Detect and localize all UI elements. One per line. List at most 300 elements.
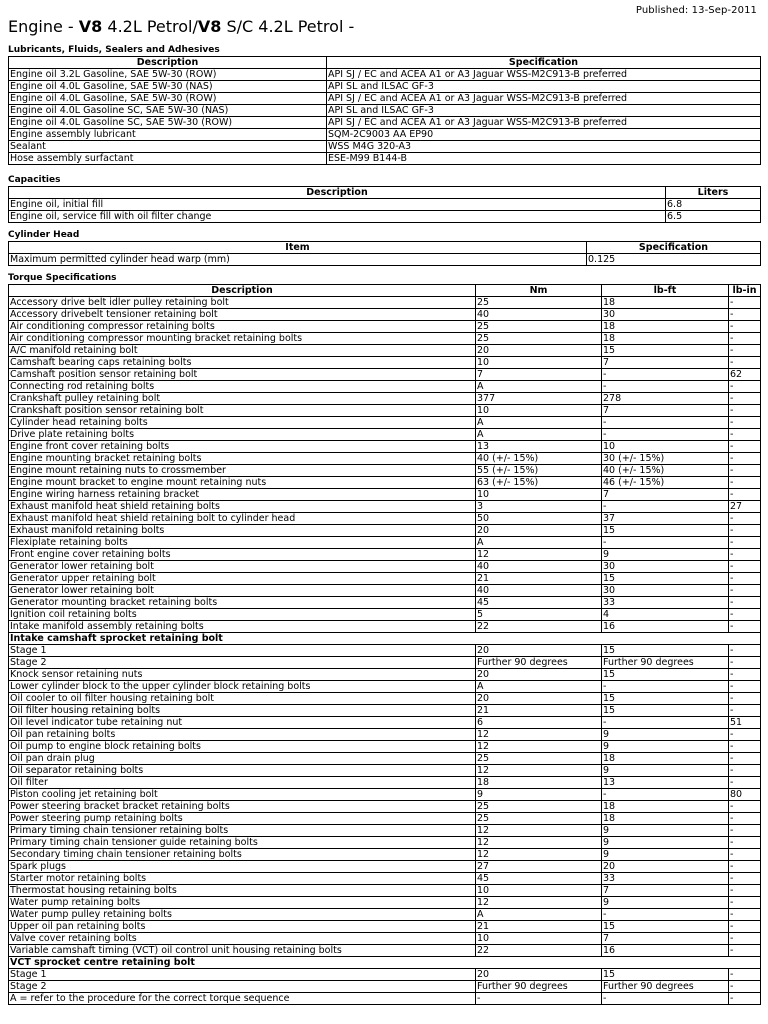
torque-cell-description: Power steering bracket bracket retaining bolts	[9, 801, 476, 813]
torque-row	[9, 789, 761, 801]
torque-cell-lbin: 51	[729, 717, 761, 729]
lubricants-row	[9, 81, 761, 93]
torque-cell-nm: 12	[476, 741, 602, 753]
lubricants-row	[9, 93, 761, 105]
torque-cell-nm: 22	[476, 621, 602, 633]
torque-cell-description: Oil pump to engine block retaining bolts	[9, 741, 476, 753]
torque-cell-lbft: 15	[602, 669, 729, 681]
torque-cell-lbin: -	[729, 297, 761, 309]
torque-cell-description: Oil level indicator tube retaining nut	[9, 717, 476, 729]
capacities-cell-description: Engine oil, service fill with oil filter change	[9, 211, 666, 223]
torque-cell-description: Stage 1	[9, 645, 476, 657]
torque-cell-lbin: -	[729, 813, 761, 825]
torque-cell-lbin: -	[729, 825, 761, 837]
torque-cell-lbft: 37	[602, 513, 729, 525]
torque-cell-lbin: -	[729, 969, 761, 981]
torque-cell-description: Primary timing chain tensioner retaining bolts	[9, 825, 476, 837]
torque-cell-lbin: -	[729, 429, 761, 441]
torque-cell-description: Camshaft bearing caps retaining bolts	[9, 357, 476, 369]
lubricants-cell-specification: API SL and ILSAC GF-3	[327, 81, 761, 93]
torque-row	[9, 441, 761, 453]
lubricants-cell-specification: API SJ / EC and ACEA A1 or A3 Jaguar WSS-M2C913-B preferred	[327, 117, 761, 129]
torque-row	[9, 945, 761, 957]
torque-cell-nm: 10	[476, 405, 602, 417]
torque-cell-lbft: 15	[602, 345, 729, 357]
torque-cell-nm: 45	[476, 873, 602, 885]
torque-cell-nm: 12	[476, 849, 602, 861]
torque-cell-lbin: -	[729, 693, 761, 705]
torque-cell-lbin: -	[729, 657, 761, 669]
torque-cell-lbft: 18	[602, 753, 729, 765]
torque-row	[9, 765, 761, 777]
torque-cell-lbin: -	[729, 381, 761, 393]
torque-cell-description: Engine front cover retaining bolts	[9, 441, 476, 453]
torque-cell-description: A = refer to the procedure for the correct torque sequence	[9, 993, 476, 1005]
torque-cell-description: Air conditioning compressor mounting bracket retaining bolts	[9, 333, 476, 345]
torque-cell-lbin: -	[729, 597, 761, 609]
torque-cell-lbin: -	[729, 441, 761, 453]
torque-row	[9, 669, 761, 681]
torque-cell-lbin: -	[729, 393, 761, 405]
torque-cell-lbft: 15	[602, 525, 729, 537]
torque-cell-lbin: -	[729, 681, 761, 693]
torque-cell-lbft: -	[602, 537, 729, 549]
torque-cell-lbft: 9	[602, 741, 729, 753]
torque-cell-lbft: 7	[602, 933, 729, 945]
torque-cell-lbft: 9	[602, 897, 729, 909]
torque-row	[9, 969, 761, 981]
lubricants-cell-description: Engine oil 4.0L Gasoline SC, SAE 5W-30 (ROW)	[9, 117, 327, 129]
torque-row	[9, 801, 761, 813]
torque-row	[9, 453, 761, 465]
torque-cell-nm: 20	[476, 693, 602, 705]
torque-cell-description: Camshaft position sensor retaining bolt	[9, 369, 476, 381]
torque-cell-description: Oil cooler to oil filter housing retaining bolt	[9, 693, 476, 705]
torque-subheading: VCT sprocket centre retaining bolt	[9, 957, 761, 969]
torque-row	[9, 309, 761, 321]
torque-cell-lbin: -	[729, 861, 761, 873]
torque-cell-nm: Further 90 degrees	[476, 981, 602, 993]
torque-cell-nm: 40 (+/- 15%)	[476, 453, 602, 465]
torque-cell-nm: 12	[476, 837, 602, 849]
capacities-table-body	[9, 199, 761, 223]
torque-cell-lbft: 16	[602, 945, 729, 957]
torque-cell-lbin: -	[729, 573, 761, 585]
torque-cell-lbft: 7	[602, 357, 729, 369]
lubricants-cell-specification: SQM-2C9003 AA EP90	[327, 129, 761, 141]
torque-cell-lbft: 18	[602, 333, 729, 345]
published-date: Published: 13-Sep-2011	[635, 5, 757, 16]
torque-cell-description: A/C manifold retaining bolt	[9, 345, 476, 357]
torque-cell-lbft: -	[602, 909, 729, 921]
torque-row	[9, 333, 761, 345]
torque-row	[9, 909, 761, 921]
torque-cell-nm: 377	[476, 393, 602, 405]
torque-cell-lbft: 4	[602, 609, 729, 621]
torque-cell-lbin: -	[729, 621, 761, 633]
torque-row	[9, 297, 761, 309]
torque-cell-nm: 12	[476, 729, 602, 741]
lubricants-cell-specification: API SJ / EC and ACEA A1 or A3 Jaguar WSS-M2C913-B preferred	[327, 93, 761, 105]
cylinder-head-section	[8, 229, 760, 266]
torque-cell-lbin: -	[729, 909, 761, 921]
torque-cell-description: Generator lower retaining bolt	[9, 585, 476, 597]
torque-row	[9, 537, 761, 549]
torque-cell-nm: 10	[476, 489, 602, 501]
torque-cell-description: Drive plate retaining bolts	[9, 429, 476, 441]
torque-cell-lbin: -	[729, 837, 761, 849]
torque-cell-nm: A	[476, 381, 602, 393]
torque-cell-lbft: -	[602, 417, 729, 429]
lubricants-table	[8, 56, 761, 165]
torque-cell-nm: 21	[476, 573, 602, 585]
torque-row	[9, 813, 761, 825]
torque-cell-nm: 20	[476, 645, 602, 657]
torque-cell-lbft: -	[602, 369, 729, 381]
torque-cell-lbin: -	[729, 801, 761, 813]
torque-cell-description: Stage 1	[9, 969, 476, 981]
torque-cell-lbin: -	[729, 849, 761, 861]
torque-row	[9, 513, 761, 525]
torque-cell-description: Upper oil pan retaining bolts	[9, 921, 476, 933]
torque-cell-lbin: -	[729, 933, 761, 945]
lubricants-section	[8, 44, 760, 165]
torque-cell-lbin: -	[729, 489, 761, 501]
torque-cell-description: Air conditioning compressor retaining bolts	[9, 321, 476, 333]
torque-heading: Torque Specifications	[8, 273, 117, 283]
torque-row	[9, 825, 761, 837]
torque-cell-nm: 27	[476, 861, 602, 873]
torque-row	[9, 729, 761, 741]
torque-cell-nm: 25	[476, 753, 602, 765]
torque-cell-lbin: -	[729, 669, 761, 681]
torque-cell-nm: 12	[476, 549, 602, 561]
torque-cell-nm: 21	[476, 921, 602, 933]
torque-row	[9, 369, 761, 381]
torque-cell-description: Engine mount bracket to engine mount retaining nuts	[9, 477, 476, 489]
torque-cell-description: Generator mounting bracket retaining bolts	[9, 597, 476, 609]
torque-cell-lbin: -	[729, 645, 761, 657]
torque-cell-lbft: 30	[602, 309, 729, 321]
torque-cell-lbft: 30 (+/- 15%)	[602, 453, 729, 465]
torque-cell-lbin: -	[729, 945, 761, 957]
torque-cell-lbin: -	[729, 897, 761, 909]
capacities-cell-description: Engine oil, initial fill	[9, 199, 666, 211]
torque-cell-description: Exhaust manifold heat shield retaining bolts	[9, 501, 476, 513]
torque-row	[9, 345, 761, 357]
lubricants-cell-description: Engine assembly lubricant	[9, 129, 327, 141]
capacities-row	[9, 199, 761, 211]
torque-cell-lbft: -	[602, 681, 729, 693]
torque-cell-lbft: 18	[602, 813, 729, 825]
torque-row	[9, 753, 761, 765]
torque-row	[9, 573, 761, 585]
lubricants-cell-description: Engine oil 3.2L Gasoline, SAE 5W-30 (ROW)	[9, 69, 327, 81]
torque-cell-nm: 10	[476, 933, 602, 945]
torque-cell-description: Crankshaft pulley retaining bolt	[9, 393, 476, 405]
torque-cell-lbft: 30	[602, 585, 729, 597]
torque-row	[9, 393, 761, 405]
torque-row	[9, 633, 761, 645]
torque-cell-nm: A	[476, 909, 602, 921]
torque-cell-nm: 10	[476, 357, 602, 369]
torque-cell-description: Oil separator retaining bolts	[9, 765, 476, 777]
torque-cell-lbin: -	[729, 537, 761, 549]
torque-cell-nm: 20	[476, 525, 602, 537]
torque-cell-description: Generator lower retaining bolt	[9, 561, 476, 573]
torque-cell-description: Water pump pulley retaining bolts	[9, 909, 476, 921]
torque-cell-lbft: 13	[602, 777, 729, 789]
torque-row	[9, 681, 761, 693]
torque-row	[9, 849, 761, 861]
torque-subheading: Intake camshaft sprocket retaining bolt	[9, 633, 761, 645]
torque-row	[9, 609, 761, 621]
cylinder-head-cell-specification: 0.125	[587, 254, 761, 266]
lubricants-cell-description: Sealant	[9, 141, 327, 153]
torque-cell-nm: 18	[476, 777, 602, 789]
torque-cell-description: Intake manifold assembly retaining bolts	[9, 621, 476, 633]
lubricants-cell-description: Engine oil 4.0L Gasoline SC, SAE 5W-30 (NAS)	[9, 105, 327, 117]
lubricants-heading: Lubricants, Fluids, Sealers and Adhesives	[8, 45, 220, 55]
lubricants-cell-description: Hose assembly surfactant	[9, 153, 327, 165]
torque-cell-description: Valve cover retaining bolts	[9, 933, 476, 945]
lubricants-cell-specification: ESE-M99 B144-B	[327, 153, 761, 165]
torque-cell-lbin: -	[729, 465, 761, 477]
torque-col-description: Description	[9, 285, 476, 297]
torque-cell-nm: 45	[476, 597, 602, 609]
title-prefix: Engine -	[8, 17, 79, 36]
torque-cell-lbft: 18	[602, 297, 729, 309]
torque-row	[9, 705, 761, 717]
torque-cell-lbin: -	[729, 417, 761, 429]
page-title	[8, 17, 354, 36]
torque-cell-description: Water pump retaining bolts	[9, 897, 476, 909]
torque-cell-nm: 20	[476, 669, 602, 681]
torque-cell-lbft: 30	[602, 561, 729, 573]
torque-row	[9, 657, 761, 669]
torque-cell-description: Oil pan retaining bolts	[9, 729, 476, 741]
torque-cell-lbft: 40 (+/- 15%)	[602, 465, 729, 477]
torque-cell-lbft: 20	[602, 861, 729, 873]
torque-section	[8, 272, 760, 1005]
torque-col-nm: Nm	[476, 285, 602, 297]
torque-cell-lbft: 7	[602, 885, 729, 897]
cylinder-head-col-item: Item	[9, 242, 587, 254]
torque-cell-lbin: -	[729, 321, 761, 333]
torque-cell-nm: 40	[476, 585, 602, 597]
torque-cell-description: Oil filter housing retaining bolts	[9, 705, 476, 717]
torque-cell-lbin: -	[729, 981, 761, 993]
torque-cell-nm: 50	[476, 513, 602, 525]
torque-cell-description: Oil pan drain plug	[9, 753, 476, 765]
lubricants-row	[9, 153, 761, 165]
torque-cell-description: Flexiplate retaining bolts	[9, 537, 476, 549]
torque-row	[9, 873, 761, 885]
torque-row	[9, 693, 761, 705]
lubricants-table-body	[9, 69, 761, 165]
torque-cell-lbft: 33	[602, 873, 729, 885]
torque-row	[9, 585, 761, 597]
torque-cell-lbft: Further 90 degrees	[602, 981, 729, 993]
torque-cell-lbft: -	[602, 789, 729, 801]
lubricants-col-specification: Specification	[327, 57, 761, 69]
title-mid: 4.2L Petrol/	[102, 17, 198, 36]
torque-cell-lbft: 7	[602, 405, 729, 417]
torque-cell-nm: 20	[476, 345, 602, 357]
torque-cell-lbin: -	[729, 609, 761, 621]
torque-row	[9, 357, 761, 369]
cylinder-head-row	[9, 254, 761, 266]
torque-row	[9, 465, 761, 477]
lubricants-cell-description: Engine oil 4.0L Gasoline, SAE 5W-30 (NAS)	[9, 81, 327, 93]
torque-cell-lbft: 46 (+/- 15%)	[602, 477, 729, 489]
lubricants-cell-specification: WSS M4G 320-A3	[327, 141, 761, 153]
torque-cell-lbft: 15	[602, 645, 729, 657]
torque-cell-nm: 12	[476, 765, 602, 777]
cylinder-head-heading: Cylinder Head	[8, 230, 80, 240]
torque-cell-description: Engine mounting bracket retaining bolts	[9, 453, 476, 465]
torque-cell-lbin: -	[729, 873, 761, 885]
torque-cell-lbft: 15	[602, 921, 729, 933]
capacities-cell-liters: 6.5	[666, 211, 761, 223]
torque-cell-description: Accessory drivebelt tensioner retaining bolt	[9, 309, 476, 321]
torque-cell-lbft: 9	[602, 765, 729, 777]
torque-cell-lbft: -	[602, 993, 729, 1005]
torque-table	[8, 284, 761, 1005]
torque-cell-description: Generator upper retaining bolt	[9, 573, 476, 585]
torque-cell-description: Secondary timing chain tensioner retaining bolts	[9, 849, 476, 861]
torque-row	[9, 741, 761, 753]
torque-row	[9, 549, 761, 561]
torque-cell-nm: 6	[476, 717, 602, 729]
torque-row	[9, 561, 761, 573]
torque-col-lbin: lb-in	[729, 285, 761, 297]
torque-row	[9, 417, 761, 429]
torque-cell-lbin: -	[729, 753, 761, 765]
torque-cell-lbin: 80	[729, 789, 761, 801]
torque-cell-description: Exhaust manifold heat shield retaining bolt to cylinder head	[9, 513, 476, 525]
lubricants-cell-description: Engine oil 4.0L Gasoline, SAE 5W-30 (ROW)	[9, 93, 327, 105]
torque-cell-lbin: -	[729, 525, 761, 537]
torque-row	[9, 501, 761, 513]
torque-cell-nm: 12	[476, 897, 602, 909]
torque-cell-lbin: -	[729, 993, 761, 1005]
torque-row	[9, 921, 761, 933]
cylinder-head-col-specification: Specification	[587, 242, 761, 254]
torque-cell-lbft: -	[602, 429, 729, 441]
torque-cell-lbin: -	[729, 705, 761, 717]
torque-cell-lbft: 9	[602, 849, 729, 861]
torque-row	[9, 621, 761, 633]
torque-cell-lbin: -	[729, 405, 761, 417]
cylinder-head-cell-item: Maximum permitted cylinder head warp (mm)	[9, 254, 587, 266]
torque-cell-description: Crankshaft position sensor retaining bolt	[9, 405, 476, 417]
torque-cell-description: Piston cooling jet retaining bolt	[9, 789, 476, 801]
torque-row	[9, 381, 761, 393]
capacities-col-liters: Liters	[666, 187, 761, 199]
torque-cell-nm: 25	[476, 297, 602, 309]
torque-cell-nm: 25	[476, 801, 602, 813]
torque-cell-nm: 20	[476, 969, 602, 981]
torque-row	[9, 525, 761, 537]
lubricants-row	[9, 129, 761, 141]
torque-cell-lbft: 9	[602, 837, 729, 849]
torque-cell-lbin: -	[729, 357, 761, 369]
torque-cell-lbft: 18	[602, 321, 729, 333]
torque-row	[9, 885, 761, 897]
torque-row	[9, 717, 761, 729]
torque-row	[9, 993, 761, 1005]
lubricants-row	[9, 117, 761, 129]
torque-cell-nm: -	[476, 993, 602, 1005]
torque-cell-lbin: 62	[729, 369, 761, 381]
torque-cell-lbft: 16	[602, 621, 729, 633]
torque-table-body	[9, 297, 761, 1005]
torque-row	[9, 897, 761, 909]
torque-cell-lbin: 27	[729, 501, 761, 513]
torque-cell-nm: 25	[476, 333, 602, 345]
torque-cell-description: Oil filter	[9, 777, 476, 789]
torque-cell-description: Knock sensor retaining nuts	[9, 669, 476, 681]
torque-cell-nm: A	[476, 429, 602, 441]
cylinder-head-table-body	[9, 254, 761, 266]
torque-cell-lbin: -	[729, 729, 761, 741]
torque-row	[9, 597, 761, 609]
torque-cell-lbft: 15	[602, 573, 729, 585]
torque-cell-nm: 7	[476, 369, 602, 381]
torque-cell-description: Accessory drive belt idler pulley retaining bolt	[9, 297, 476, 309]
torque-cell-description: Cylinder head retaining bolts	[9, 417, 476, 429]
capacities-heading: Capacities	[8, 175, 61, 185]
torque-cell-lbin: -	[729, 777, 761, 789]
torque-cell-description: Lower cylinder block to the upper cylinder block retaining bolts	[9, 681, 476, 693]
title-suffix: S/C 4.2L Petrol -	[221, 17, 355, 36]
torque-cell-description: Exhaust manifold retaining bolts	[9, 525, 476, 537]
torque-cell-nm: 55 (+/- 15%)	[476, 465, 602, 477]
lubricants-row	[9, 105, 761, 117]
capacities-row	[9, 211, 761, 223]
torque-cell-lbft: 15	[602, 693, 729, 705]
torque-cell-lbin: -	[729, 477, 761, 489]
torque-cell-nm: 9	[476, 789, 602, 801]
torque-cell-nm: 3	[476, 501, 602, 513]
torque-row	[9, 981, 761, 993]
torque-cell-nm: 5	[476, 609, 602, 621]
torque-cell-lbft: 7	[602, 489, 729, 501]
torque-cell-lbin: -	[729, 513, 761, 525]
torque-cell-lbin: -	[729, 453, 761, 465]
torque-row	[9, 405, 761, 417]
torque-cell-lbin: -	[729, 309, 761, 321]
torque-row	[9, 321, 761, 333]
torque-cell-lbft: -	[602, 717, 729, 729]
torque-cell-lbft: -	[602, 381, 729, 393]
torque-cell-description: Engine mount retaining nuts to crossmember	[9, 465, 476, 477]
torque-cell-nm: A	[476, 537, 602, 549]
torque-cell-description: Front engine cover retaining bolts	[9, 549, 476, 561]
torque-cell-lbin: -	[729, 765, 761, 777]
torque-cell-description: Primary timing chain tensioner guide retaining bolts	[9, 837, 476, 849]
capacities-cell-liters: 6.8	[666, 199, 761, 211]
torque-cell-nm: A	[476, 417, 602, 429]
torque-row	[9, 645, 761, 657]
capacities-table	[8, 186, 761, 223]
torque-cell-lbin: -	[729, 921, 761, 933]
torque-cell-lbft: 278	[602, 393, 729, 405]
torque-row	[9, 777, 761, 789]
torque-cell-lbft: -	[602, 501, 729, 513]
torque-cell-nm: A	[476, 681, 602, 693]
